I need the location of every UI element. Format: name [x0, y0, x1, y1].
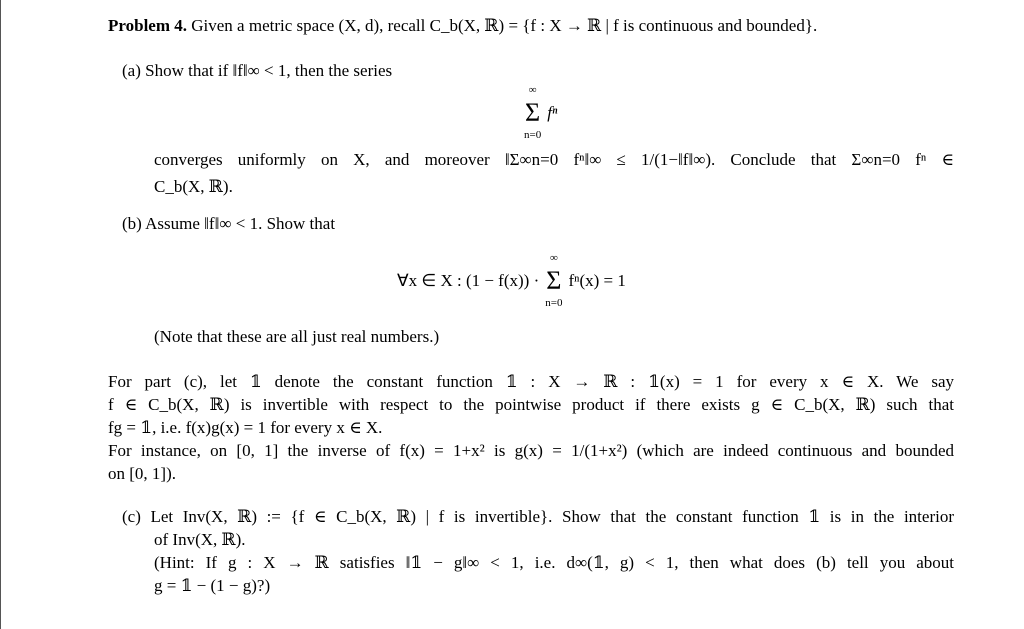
- part-c-hint: (Hint: If g : X → ℝ satisfies ‖𝟙 − g‖∞ < 1, i.e. d∞(𝟙, g) < 1, then what does (b) tell you about: [154, 553, 954, 572]
- problem-header: [108, 16, 817, 36]
- part-a-intro: (a) Show that if ‖f‖∞ < 1, then the series: [122, 61, 393, 80]
- sigma-icon: Σ: [525, 98, 541, 127]
- part-b-intro: (b) Assume ‖f‖∞ < 1. Show that: [122, 214, 336, 233]
- part-b-formula-left: ∀x ∈ X : (1 − f(x)) ·: [397, 271, 540, 290]
- left-border: [0, 0, 1, 629]
- part-c-hint: g = 𝟙 − (1 − g)?): [154, 576, 271, 595]
- sum-lower: n=0: [545, 297, 563, 309]
- problem-statement: Given a metric space (X, d), recall C_b(X, ℝ) = {f : X → ℝ | f is continuous and bounded}.: [191, 16, 818, 35]
- series-a: [524, 84, 557, 142]
- part-a-line2: converges uniformly on X, and moreover ‖Σ∞n=0 fⁿ‖∞ ≤ 1/(1−‖f‖∞). Conclude that Σ∞n=0 fⁿ ∈: [154, 150, 954, 169]
- part-c-line: (c) Let Inv(X, ℝ) := {f ∈ C_b(X, ℝ) | f is invertible}. Show that the constant function 𝟙 is in the interior: [122, 507, 954, 526]
- series-a-sum: [524, 84, 541, 142]
- series-a-term: fⁿ: [547, 103, 558, 122]
- part-a-line3: C_b(X, ℝ).: [154, 177, 233, 196]
- paragraph-line: on [0, 1]).: [108, 464, 176, 483]
- part-b-formula-right: fⁿ(x) = 1: [568, 271, 626, 290]
- part-c-line: of Inv(X, ℝ).: [154, 530, 246, 549]
- sum-upper: ∞: [528, 84, 537, 96]
- series-b-sum: [545, 252, 562, 310]
- sum-lower: n=0: [524, 129, 542, 141]
- sigma-icon: Σ: [546, 266, 562, 295]
- paragraph-line: fg = 𝟙, i.e. f(x)g(x) = 1 for every x ∈ X.: [108, 418, 383, 437]
- paragraph-line: For part (c), let 𝟙 denote the constant function 𝟙 : X → ℝ : 𝟙(x) = 1 for every x ∈ X. We say: [108, 372, 954, 391]
- sum-upper: ∞: [549, 252, 558, 264]
- series-b: [397, 252, 626, 310]
- problem-label: Problem 4.: [108, 16, 188, 35]
- paragraph-line: f ∈ C_b(X, ℝ) is invertible with respect to the pointwise product if there exists g ∈ C_b(X, ℝ) such that: [108, 395, 954, 414]
- part-b-note: (Note that these are all just real numbers.): [154, 327, 440, 346]
- paragraph-line: For instance, on [0, 1] the inverse of f(x) = 1+x² is g(x) = 1/(1+x²) (which are indeed continuous and bounded: [108, 441, 954, 460]
